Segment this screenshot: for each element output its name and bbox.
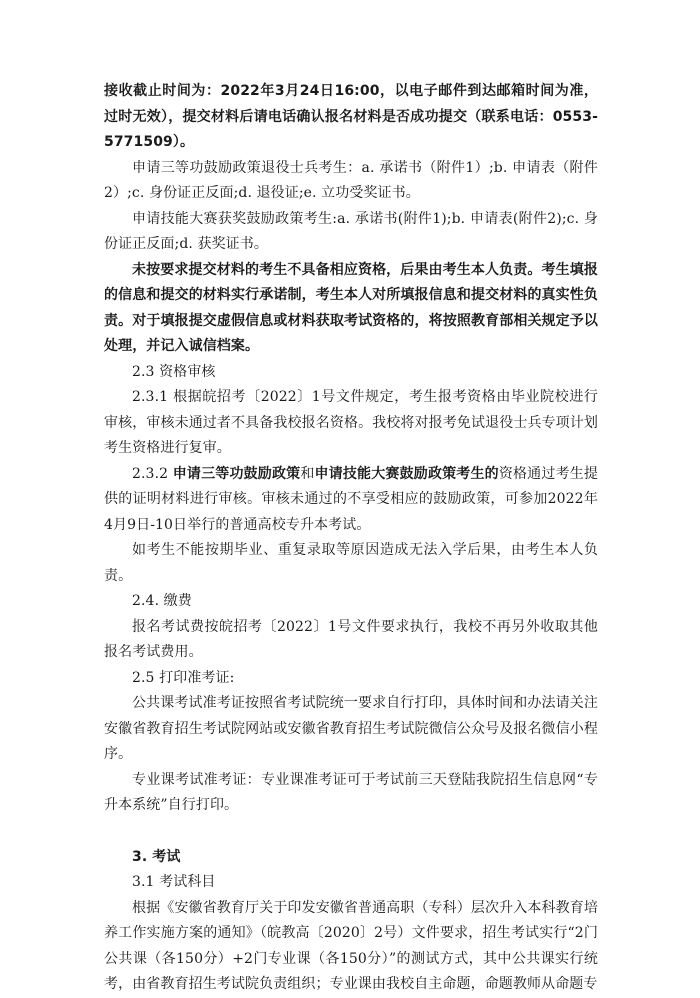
section-heading-3-1: 3.1 考试科目 <box>132 874 216 890</box>
paragraph-2-3-2-bold-merit: 申请三等功鼓励政策 <box>172 465 301 482</box>
deadline-paragraph: 接收截止时间为：2022年3月24日16:00，以电子邮件到达邮箱时间为准，过时无效），提交材料后请电话确认报名材料是否成功提交（联系电话：0553-5771509）。 <box>104 83 598 150</box>
paragraph-2-3-2-and: 和 <box>300 465 315 482</box>
skills-contest-materials: 申请技能大赛获奖鼓励政策考生:a. 承诺书(附件1);b. 申请表(附件2);c. 身份证正反面;d. 获奖证书。 <box>104 210 598 252</box>
paragraph-2-3-2 <box>104 462 598 539</box>
section-heading-3: 3. 考试 <box>132 848 181 865</box>
paragraph-2-4: 报名考试费按皖招考〔2022〕1号文件要求执行，我校不再另外收取其他报名考试费用。 <box>104 618 598 660</box>
section-spacer <box>104 819 598 845</box>
enrollment-failure-note: 如考生不能按期毕业、重复录取等原因造成无法入学后果，由考生本人负责。 <box>104 542 598 584</box>
paragraph-2-3-2-number: 2.3.2 <box>132 465 173 482</box>
paragraph-2-3-2-bold-skills: 申请技能大赛鼓励政策考生的 <box>314 465 499 482</box>
section-heading-2-5: 2.5 打印准考证: <box>132 669 235 686</box>
document-body <box>104 79 598 998</box>
paragraph-2-3-2-rest: 资格通过考生提供的证明材料进行审核。审核未通过的不享受相应的鼓励政策，可参加2022年4月9日-10日举行的普通高校专升本考试。 <box>104 465 598 533</box>
section-heading-2-4: 2.4. 缴费 <box>132 593 192 609</box>
paragraph-3-1: 根据《安徽省教育厅关于印发安徽省普通高职（专科）层次升入本科教育培养工作实施方案的通知》（皖教高〔2020〕2号）文件要求，招生考试实行“2门公共课（各150分）+2门专业课（各150分）”的测试方式，其中公共课实行统考，由省教育招生考试院负责组织；专业课由我校自主命题，命题教师从命题专 <box>104 899 598 992</box>
paragraph-2-5-public: 公共课考试准考证按照省考试院统一要求自行打印，具体时间和办法请关注安徽省教育招生考试院网站或安徽省教育招生考试院微信公众号及报名微信小程序。 <box>104 695 598 762</box>
section-heading-2-3: 2.3 资格审核 <box>132 363 216 380</box>
merit-policy-materials: 申请三等功鼓励政策退役士兵考生：a. 承诺书（附件1）;b. 申请表（附件2）;c. 身份证正反面;d. 退役证;e. 立功受奖证书。 <box>104 159 598 201</box>
paragraph-2-5-professional: 专业课考试准考证：专业课准考证可于考试前三天登陆我院招生信息网“专升本系统”自行打印。 <box>104 771 598 813</box>
responsibility-notice: 未按要求提交材料的考生不具备相应资格，后果由考生本人负责。考生填报的信息和提交的材料实行承诺制，考生本人对所填报信息和提交材料的真实性负责。对于填报提交虚假信息或材料获取考试资格的，将按照教育部相关规定予以处理，并记入诚信档案。 <box>104 261 598 354</box>
paragraph-2-3-1: 2.3.1 根据皖招考〔2022〕1号文件规定，考生报考资格由毕业院校进行审核，审核未通过者不具备我校报名资格。我校将对报考免试退役士兵专项计划考生资格进行复审。 <box>104 389 598 456</box>
